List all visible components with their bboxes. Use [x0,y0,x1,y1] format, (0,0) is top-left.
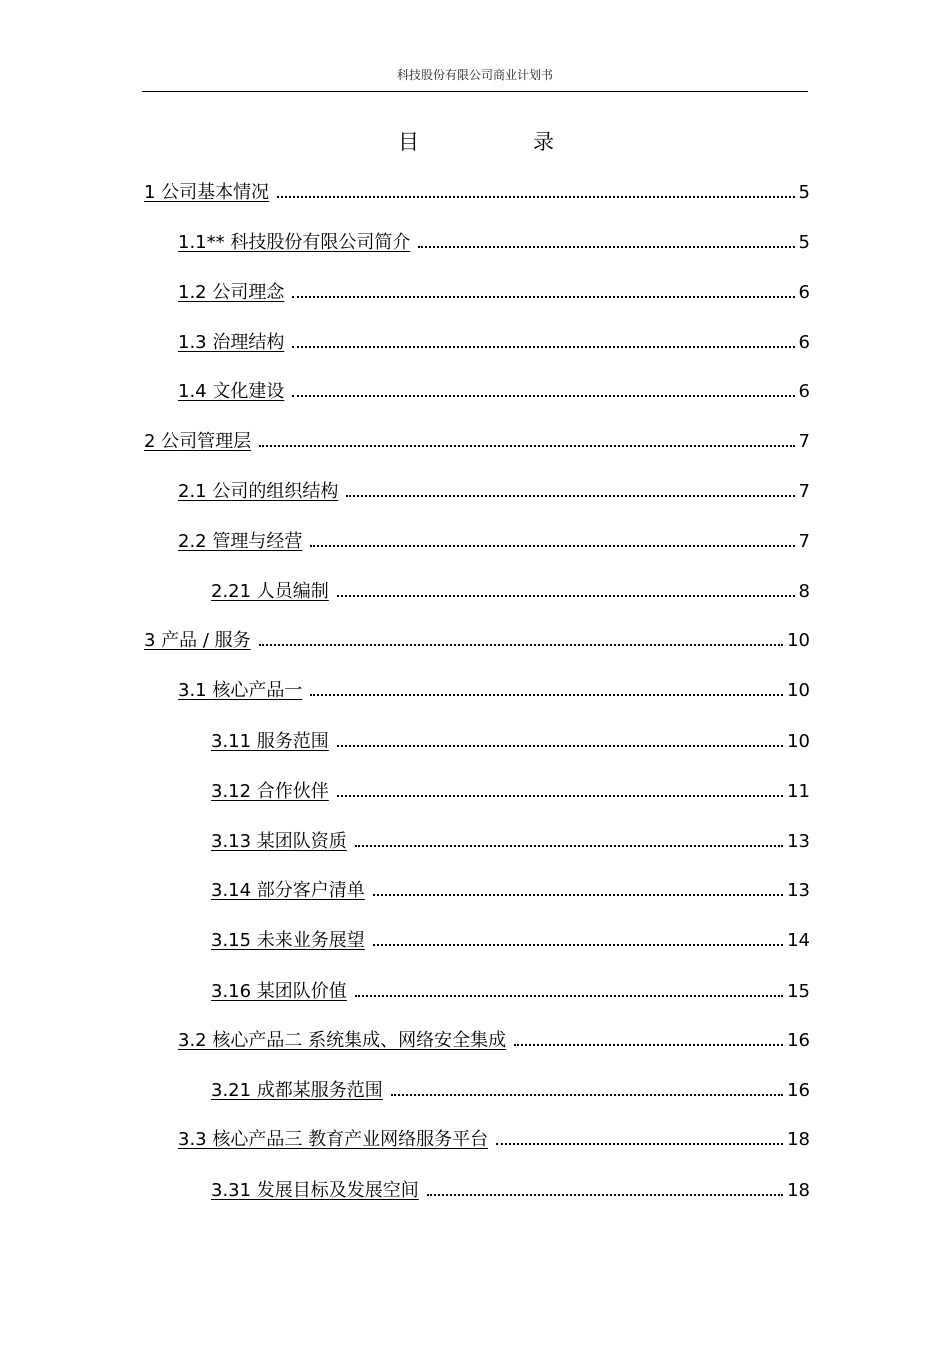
toc-entry-label: 2.2 管理与经营 [178,531,303,552]
dot-leader [391,1078,783,1096]
toc-entry-label: 1 公司基本情况 [144,182,270,203]
dot-leader [355,829,783,847]
header-divider [142,91,808,92]
toc-entry-label: 3.1 核心产品一 [178,680,303,701]
toc-entry-page: 16 [787,1080,810,1101]
dot-leader [337,579,795,597]
toc-entry-label: 1.4 文化建设 [178,381,285,402]
toc-entry-page: 14 [787,930,810,951]
dot-leader [427,1178,783,1196]
dot-leader [337,779,783,797]
dot-leader [514,1028,783,1046]
toc-entry-page: 13 [787,831,810,852]
toc-entry-page: 15 [787,981,810,1002]
toc-entry-page: 13 [787,880,810,901]
toc-entry-label: 3.12 合作伙伴 [211,781,329,802]
dot-leader [259,628,783,646]
toc-entry-3-21[interactable] [211,1078,810,1104]
toc-entry-page: 7 [798,431,810,452]
toc-entry-3-11[interactable] [211,729,810,755]
toc-title-char-1: 目 [398,130,419,154]
toc-entry-2-2[interactable] [178,529,810,555]
toc-entry-2[interactable] [144,429,810,455]
toc-entry-label: 2 公司管理层 [144,431,252,452]
toc-entry-page: 11 [787,781,810,802]
toc-title [0,128,950,158]
dot-leader [355,979,783,997]
running-header: 科技股份有限公司商业计划书 [396,68,553,82]
toc-entry-3-13[interactable] [211,829,810,855]
toc-entry-label: 3.31 发展目标及发展空间 [211,1180,419,1201]
toc-entry-label: 3.2 核心产品二 系统集成、网络安全集成 [178,1030,507,1051]
dot-leader [292,379,794,397]
dot-leader [337,729,783,747]
dot-leader [310,529,794,547]
toc-entry-1-1[interactable] [178,230,810,256]
dot-leader [373,928,783,946]
toc-entry-3-12[interactable] [211,779,810,805]
toc-entry-page: 6 [798,282,810,303]
toc-entry-3[interactable] [144,628,810,654]
toc-entry-3-3[interactable] [178,1127,810,1153]
toc-entry-page: 8 [798,581,810,602]
toc-entry-label: 1.2 公司理念 [178,282,285,303]
toc-entry-page: 6 [798,332,810,353]
toc-entry-page: 5 [798,182,810,203]
toc-entry-label: 3.11 服务范围 [211,731,329,752]
toc-entry-page: 5 [798,232,810,253]
toc-entry-label: 2.1 公司的组织结构 [178,481,339,502]
toc-entry-1-2[interactable] [178,280,810,306]
dot-leader [373,878,783,896]
toc-entry-label: 3.13 某团队资质 [211,831,347,852]
toc-entry-label: 3.3 核心产品三 教育产业网络服务平台 [178,1129,489,1150]
dot-leader [292,330,794,348]
toc-entry-3-15[interactable] [211,928,810,954]
toc-entry-3-14[interactable] [211,878,810,904]
toc-entry-page: 16 [787,1030,810,1051]
dot-leader [418,230,794,248]
toc-entry-page: 7 [798,531,810,552]
dot-leader [346,479,794,497]
toc-entry-page: 10 [787,731,810,752]
toc-entry-label: 3.16 某团队价值 [211,981,347,1002]
dot-leader [259,429,794,447]
dot-leader [310,678,783,696]
toc-entry-page: 6 [798,381,810,402]
toc-entry-label: 3 产品 / 服务 [144,630,251,651]
toc-entry-page: 18 [787,1129,810,1150]
toc-entry-1[interactable] [144,180,810,206]
toc-entry-page: 10 [787,680,810,701]
dot-leader [277,180,794,198]
toc-entry-2-1[interactable] [178,479,810,505]
toc-entry-2-21[interactable] [211,579,810,605]
toc-entry-page: 10 [787,630,810,651]
toc-entry-3-2[interactable] [178,1028,810,1054]
toc-entry-label: 2.21 人员编制 [211,581,329,602]
toc-entry-label: 1.3 治理结构 [178,332,285,353]
dot-leader [292,280,794,298]
toc-entry-1-4[interactable] [178,379,810,405]
toc-entry-label: 3.14 部分客户清单 [211,880,365,901]
toc-entry-label: 3.15 未来业务展望 [211,930,365,951]
dot-leader [496,1127,783,1145]
toc-title-char-2: 录 [533,130,554,154]
toc-entry-3-31[interactable] [211,1178,810,1204]
toc-entry-label: 1.1** 科技股份有限公司简介 [178,232,411,253]
toc-entry-label: 3.21 成都某服务范围 [211,1080,383,1101]
toc-entry-3-16[interactable] [211,979,810,1005]
toc-entry-page: 18 [787,1180,810,1201]
toc-entry-1-3[interactable] [178,330,810,356]
toc-entry-3-1[interactable] [178,678,810,704]
toc-entry-page: 7 [798,481,810,502]
